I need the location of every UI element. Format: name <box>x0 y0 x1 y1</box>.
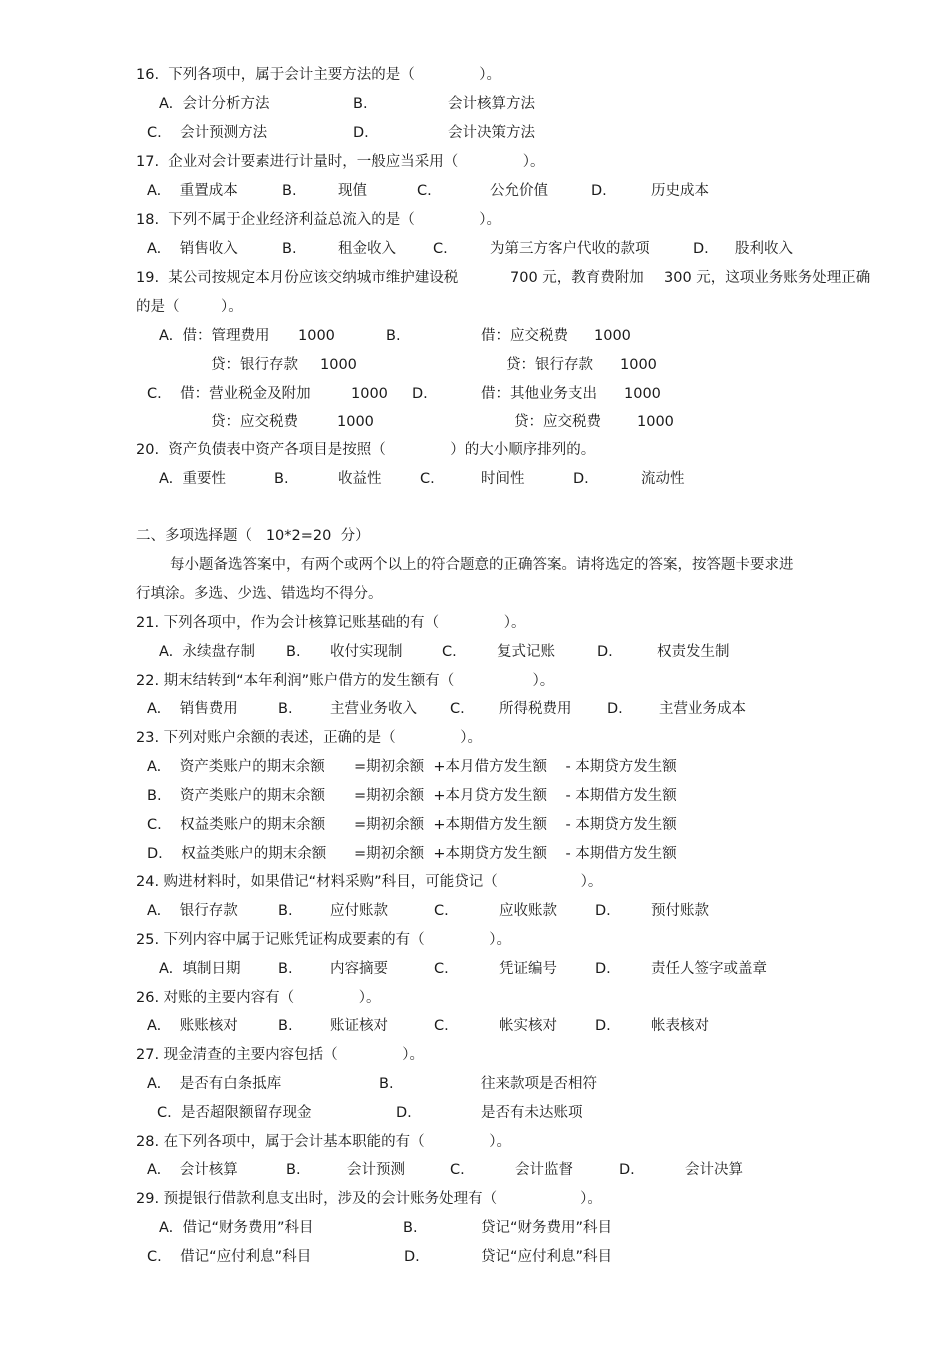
text-line: B. <box>379 1076 394 1092</box>
text-line: 会计监督 <box>515 1162 573 1178</box>
text-line: B. <box>286 644 301 660</box>
text-line: C. <box>420 471 435 487</box>
text-line: 23. 下列对账户余额的表述，正确的是（ ）。 <box>136 730 482 746</box>
text-line: 所得税费用 <box>499 701 572 717</box>
text-line: 贷记“财务费用”科目 <box>481 1220 613 1236</box>
text-line: 是否有未达账项 <box>481 1105 583 1121</box>
text-line: =期初余额 +本期借方发生额 - 本期贷方发生额 <box>354 817 677 833</box>
text-line: 贷：应交税费 <box>514 414 601 430</box>
text-line: 主营业务收入 <box>330 701 417 717</box>
text-line: =期初余额 +本期贷方发生额 - 本期借方发生额 <box>354 846 677 862</box>
text-line: B. <box>274 471 289 487</box>
text-line: 贷：应交税费 <box>211 414 298 430</box>
text-line: 内容摘要 <box>330 961 388 977</box>
text-line: D. <box>595 903 611 919</box>
text-line: 700 元，教育费附加 <box>510 270 644 286</box>
text-line: 24. 购进材料时，如果借记“材料采购”科目，可能贷记（ ）。 <box>136 874 603 890</box>
text-line: 17. 企业对会计要素进行计量时，一般应当采用（ ）。 <box>136 154 545 170</box>
text-line: A. 账账核对 <box>147 1018 238 1034</box>
text-line: A. 是否有白条抵库 <box>147 1076 282 1092</box>
text-line: C. <box>450 1162 465 1178</box>
text-line: 往来款项是否相符 <box>481 1076 597 1092</box>
text-line: B. <box>282 183 297 199</box>
text-line: B. 资产类账户的期末余额 <box>147 788 325 804</box>
text-line: 1000 <box>337 414 374 430</box>
text-line: D. <box>619 1162 635 1178</box>
text-line: 流动性 <box>641 471 685 487</box>
text-line: 29. 预提银行借款利息支出时，涉及的会计账务处理有（ ）。 <box>136 1191 602 1207</box>
text-line: C. 会计预测方法 <box>147 125 268 141</box>
text-line: D. <box>396 1105 412 1121</box>
text-line: A. 销售费用 <box>147 701 238 717</box>
text-line: 应付账款 <box>330 903 388 919</box>
text-line: 1000 <box>637 414 674 430</box>
text-line: C. 是否超限额留存现金 <box>157 1105 312 1121</box>
text-line: B. <box>278 903 293 919</box>
text-line: A. 借：管理费用 <box>159 328 270 344</box>
text-line: D. <box>412 386 428 402</box>
text-line: C. <box>433 241 448 257</box>
text-line: B. <box>403 1220 418 1236</box>
text-line: A. 重置成本 <box>147 183 238 199</box>
text-line: B. <box>286 1162 301 1178</box>
text-line: 1000 <box>624 386 661 402</box>
text-line: 会计决策方法 <box>448 125 535 141</box>
text-line: 1000 <box>351 386 388 402</box>
text-line: 会计预测 <box>347 1162 405 1178</box>
text-line: D. <box>404 1249 420 1265</box>
text-line: A. 重要性 <box>159 471 226 487</box>
text-line: B. <box>282 241 297 257</box>
text-line: 28. 在下列各项中，属于会计基本职能的有（ ）。 <box>136 1134 511 1150</box>
text-line: 凭证编号 <box>499 961 557 977</box>
text-line: =期初余额 +本月贷方发生额 - 本期借方发生额 <box>354 788 677 804</box>
text-line: 权责发生制 <box>657 644 730 660</box>
text-line: 25. 下列内容中属于记账凭证构成要素的有（ ）。 <box>136 932 511 948</box>
text-line: B. <box>386 328 401 344</box>
text-line: 1000 <box>620 357 657 373</box>
text-line: 二、多项选择题（ 10*2=20 分） <box>136 528 370 544</box>
text-line: D. <box>693 241 709 257</box>
text-line: 27. 现金清查的主要内容包括（ ）。 <box>136 1047 424 1063</box>
text-line: 应收账款 <box>499 903 557 919</box>
text-line: 1000 <box>298 328 335 344</box>
text-line: 21. 下列各项中，作为会计核算记账基础的有（ ）。 <box>136 615 526 631</box>
text-line: D. 权益类账户的期末余额 <box>147 846 327 862</box>
text-line: A. 填制日期 <box>159 961 241 977</box>
text-line: C. <box>417 183 432 199</box>
text-line: 股利收入 <box>735 241 793 257</box>
text-line: 19. 某公司按规定本月份应该交纳城市维护建设税 <box>136 270 459 286</box>
text-line: 每小题备选答案中，有两个或两个以上的符合题意的正确答案。请将选定的答案，按答题卡要求进 <box>170 557 794 573</box>
text-line: 会计决算 <box>685 1162 743 1178</box>
text-line: D. <box>353 125 369 141</box>
text-line: 20. 资产负债表中资产各项目是按照（ ）的大小顺序排列的。 <box>136 442 596 458</box>
text-line: 时间性 <box>481 471 525 487</box>
text-line: C. 权益类账户的期末余额 <box>147 817 326 833</box>
text-line: 历史成本 <box>651 183 709 199</box>
text-line: 1000 <box>594 328 631 344</box>
text-line: =期初余额 +本月借方发生额 - 本期贷方发生额 <box>354 759 677 775</box>
text-line: 现值 <box>338 183 367 199</box>
text-line: A. 资产类账户的期末余额 <box>147 759 325 775</box>
text-line: 18. 下列不属于企业经济利益总流入的是（ ）。 <box>136 212 502 228</box>
text-line: 收益性 <box>338 471 382 487</box>
text-line: 贷记“应付利息”科目 <box>481 1249 613 1265</box>
text-line: A. 借记“财务费用”科目 <box>159 1220 314 1236</box>
text-line: 账证核对 <box>330 1018 388 1034</box>
text-line: 26. 对账的主要内容有（ ）。 <box>136 990 381 1006</box>
text-line: 16. 下列各项中，属于会计主要方法的是（ ）。 <box>136 67 502 83</box>
text-line: C. <box>450 701 465 717</box>
text-line: 收付实现制 <box>330 644 403 660</box>
text-line: A. 销售收入 <box>147 241 238 257</box>
text-line: 300 元，这项业务账务处理正确 <box>664 270 871 286</box>
text-line: 行填涂。多选、少选、错选均不得分。 <box>136 586 383 602</box>
text-line: 借：应交税费 <box>481 328 568 344</box>
text-line: 租金收入 <box>338 241 396 257</box>
text-line: C. <box>434 903 449 919</box>
text-line: C. <box>434 1018 449 1034</box>
text-line: D. <box>591 183 607 199</box>
text-line: 借：其他业务支出 <box>481 386 597 402</box>
text-line: B. <box>278 1018 293 1034</box>
text-line: 22. 期末结转到“本年利润”账户借方的发生额有（ ）。 <box>136 673 555 689</box>
text-line: 复式记账 <box>497 644 555 660</box>
text-line: A. 银行存款 <box>147 903 238 919</box>
text-line: B. <box>278 701 293 717</box>
text-line: 的是（ ）。 <box>136 299 243 315</box>
text-line: 公允价值 <box>490 183 548 199</box>
text-line: 为第三方客户代收的款项 <box>490 241 650 257</box>
text-line: A. 会计核算 <box>147 1162 238 1178</box>
text-line: D. <box>595 961 611 977</box>
text-line: C. <box>442 644 457 660</box>
text-line: 帐表核对 <box>651 1018 709 1034</box>
text-line: B. <box>278 961 293 977</box>
text-line: D. <box>607 701 623 717</box>
text-line: 帐实核对 <box>499 1018 557 1034</box>
text-line: A. 会计分析方法 <box>159 96 270 112</box>
text-line: 1000 <box>320 357 357 373</box>
text-line: D. <box>597 644 613 660</box>
text-line: 责任人签字或盖章 <box>651 961 767 977</box>
text-line: 主营业务成本 <box>659 701 746 717</box>
text-line: A. 永续盘存制 <box>159 644 255 660</box>
text-line: D. <box>573 471 589 487</box>
text-line: C. 借记“应付利息”科目 <box>147 1249 312 1265</box>
text-line: C. <box>434 961 449 977</box>
text-line: B. <box>353 96 368 112</box>
text-line: 预付账款 <box>651 903 709 919</box>
text-line: C. 借：营业税金及附加 <box>147 386 311 402</box>
text-line: 会计核算方法 <box>448 96 535 112</box>
text-line: D. <box>595 1018 611 1034</box>
text-line: 贷：银行存款 <box>506 357 593 373</box>
text-line: 贷：银行存款 <box>211 357 298 373</box>
